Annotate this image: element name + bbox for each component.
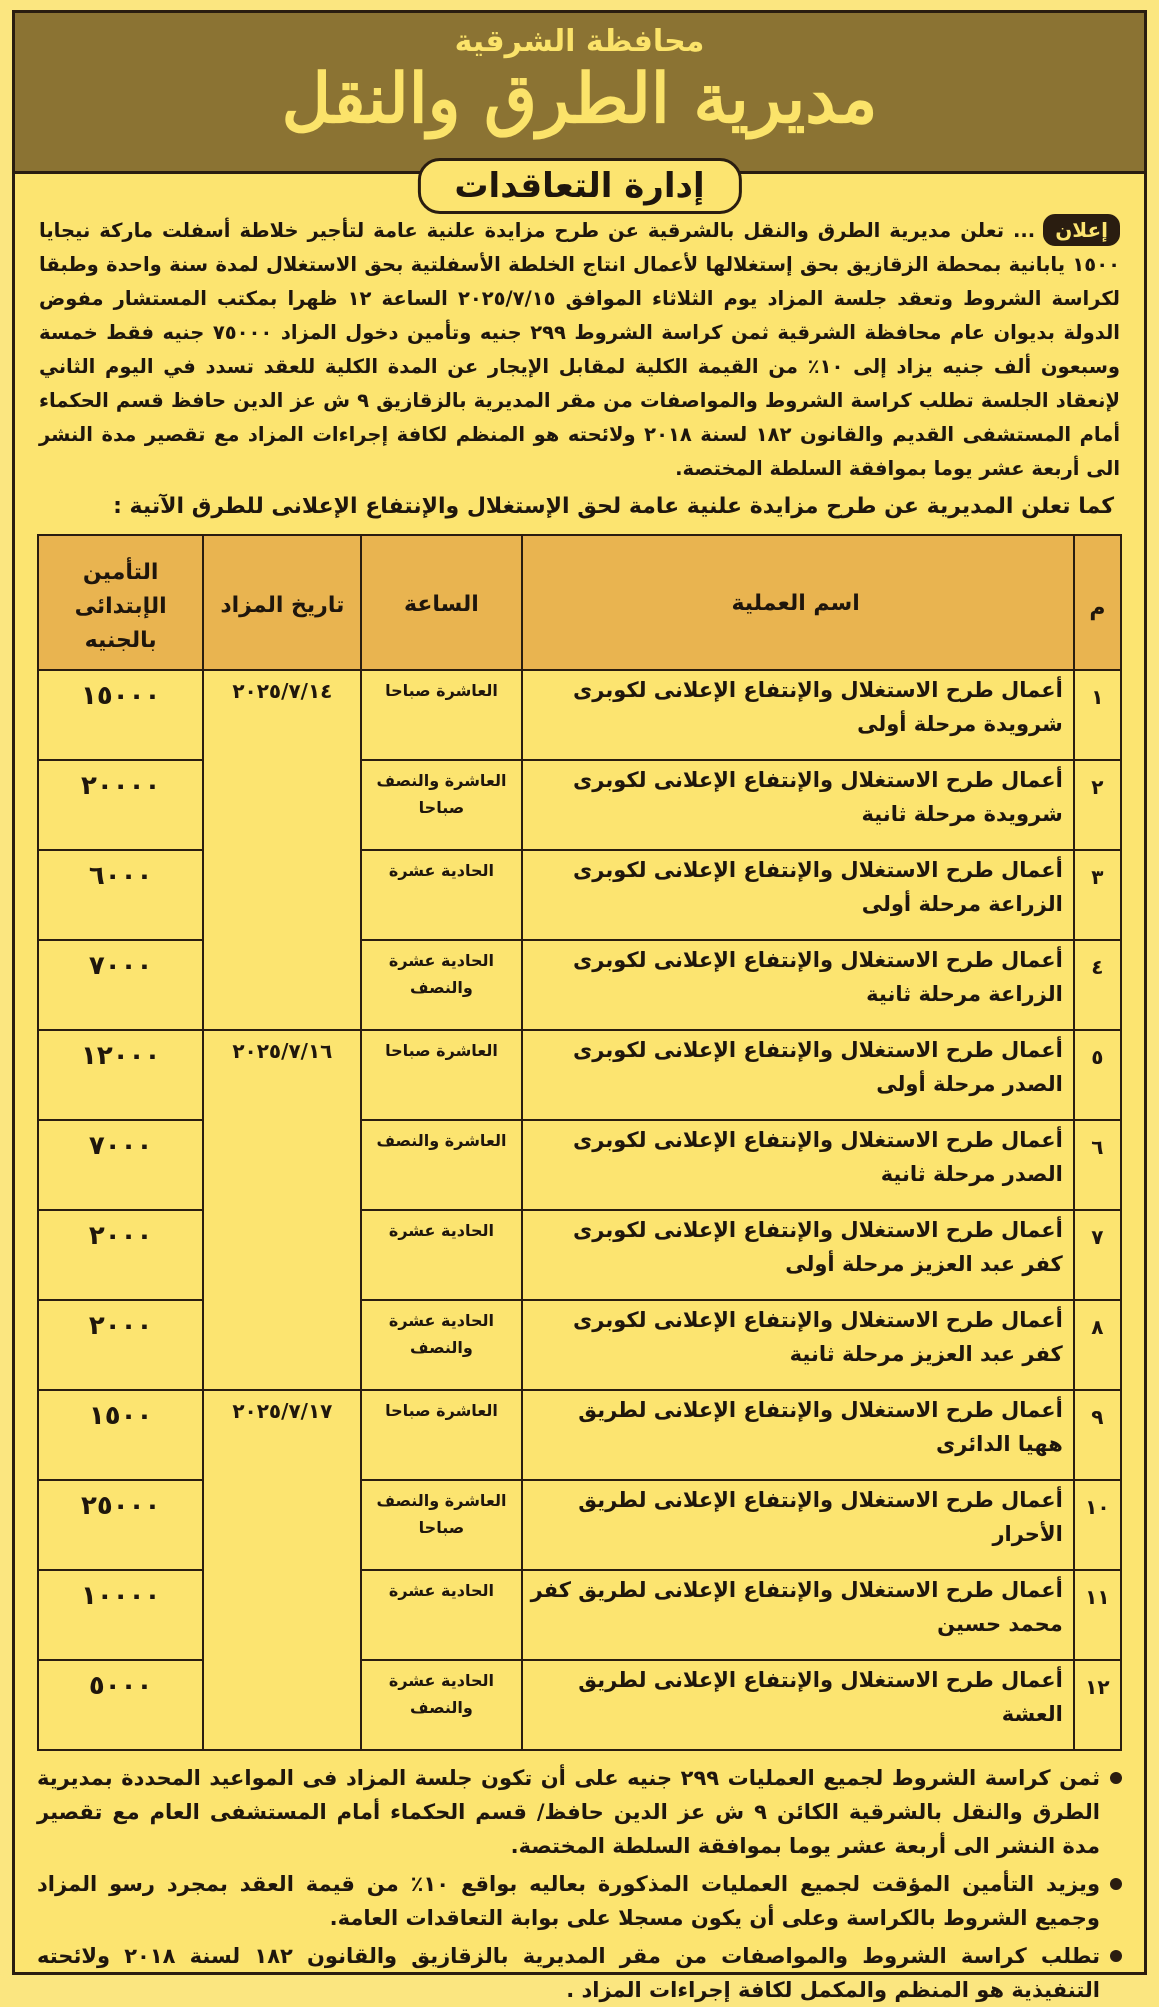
row-time: العاشرة والنصف bbox=[361, 1120, 521, 1210]
table-row bbox=[38, 670, 1121, 760]
table-row bbox=[38, 1120, 1121, 1210]
note-text: ويزيد التأمين المؤقت لجميع العمليات المذكورة بعاليه بواقع ١٠٪ من قيمة العقد بمجرد رسو المزاد وجميع الشروط بالكراسة وعلى أن يكون مسجلا على بوابة التعاقدات العامة. bbox=[37, 1872, 1100, 1930]
row-name: أعمال طرح الاستغلال والإنتفاع الإعلانى لطريق العشة bbox=[522, 1660, 1074, 1750]
operations-table bbox=[37, 534, 1122, 1751]
row-num: ١٢ bbox=[1074, 1660, 1121, 1750]
row-num: ٢ bbox=[1074, 760, 1121, 850]
row-num: ٩ bbox=[1074, 1390, 1121, 1480]
row-date bbox=[203, 940, 361, 1030]
row-date bbox=[203, 1480, 361, 1570]
row-num: ٦ bbox=[1074, 1120, 1121, 1210]
row-insurance: ١٥٠٠ bbox=[38, 1390, 203, 1480]
table-intro: كما تعلن المديرية عن طرح مزايدة علنية عامة لحق الإستغلال والإنتفاع الإعلانى للطرق الآتية : bbox=[113, 494, 1114, 519]
row-num: ٤ bbox=[1074, 940, 1121, 1030]
row-num: ٥ bbox=[1074, 1030, 1121, 1120]
row-insurance: ٦٠٠٠ bbox=[38, 850, 203, 940]
row-num: ٨ bbox=[1074, 1300, 1121, 1390]
notice-label: إعلان bbox=[1043, 214, 1120, 246]
note-text: تطلب كراسة الشروط والمواصفات من مقر المديرية بالزقازيق والقانون ١٨٢ لسنة ٢٠١٨ ولائحته التنفيذية هو المنظم والمكمل لكافة إجراءات المزاد . bbox=[37, 1944, 1100, 2002]
row-insurance: ١٢٠٠٠ bbox=[38, 1030, 203, 1120]
row-name: أعمال طرح الاستغلال والإنتفاع الإعلانى لكوبرى الصدر مرحلة أولى bbox=[522, 1030, 1074, 1120]
row-time: الحادية عشرة والنصف bbox=[361, 1300, 521, 1390]
row-name: أعمال طرح الاستغلال والإنتفاع الإعلانى لطريق ههيا الدائرى bbox=[522, 1390, 1074, 1480]
row-insurance: ١٥٠٠٠ bbox=[38, 670, 203, 760]
row-insurance: ٢٠٠٠٠ bbox=[38, 760, 203, 850]
masthead bbox=[15, 13, 1144, 206]
row-date: ٢٠٢٥/٧/١٦ bbox=[203, 1030, 361, 1120]
row-num: ١ bbox=[1074, 670, 1121, 760]
row-num: ١١ bbox=[1074, 1570, 1121, 1660]
row-name: أعمال طرح الاستغلال والإنتفاع الإعلانى لكوبرى الزراعة مرحلة أولى bbox=[522, 850, 1074, 940]
bullet-icon bbox=[1110, 1772, 1122, 1784]
row-date bbox=[203, 1210, 361, 1300]
department-badge: إدارة التعاقدات bbox=[417, 158, 741, 214]
row-date: ٢٠٢٥/٧/١٤ bbox=[203, 670, 361, 760]
row-insurance: ٢٠٠٠ bbox=[38, 1300, 203, 1390]
notice-body: ... تعلن مديرية الطرق والنقل بالشرقية عن طرح مزايدة علنية عامة لتأجير خلاطة أسفلت ماركة نيجايا ١٥٠٠ يابانية بمحطة الزقازيق بحق إستغلالها لأعمال انتاج الخلطة الأسفلتية بحق الاستغلال لمدة سنة واحدة وطبقا لكراسة الشروط وتعقد جلسة المزاد يوم الثلاثاء الموافق ٢٠٢٥/٧/١٥ الساعة ١٢ ظهرا بمكتب المستشار مفوض الدولة بديوان عام محافظة الشرقية ثمن كراسة الشروط ٢٩٩ جنيه وتأمين دخول المزاد ٧٥٠٠٠ جنيه فقط خمسة وسبعون ألف جنيه يزاد إلى ١٠٪ من القيمة الكلية لمقابل الإيجار عن المدة الكلية للعقد تسدد في اليوم الثاني لإنعقاد الجلسة تطلب كراسة الشروط والمواصفات من مقر المديرية بالزقازيق ٩ ش عز الدين حافظ قسم الحكماء أمام المستشفى القديم والقانون ١٨٢ لسنة ٢٠١٨ ولائحته هو المنظم لكافة إجراءات المزاد مع تقصير مدة النشر الى أربعة عشر يوما بموافقة السلطة المختصة. bbox=[39, 219, 1121, 480]
table-row bbox=[38, 1030, 1121, 1120]
row-date bbox=[203, 850, 361, 940]
row-date bbox=[203, 1660, 361, 1750]
notes-list bbox=[37, 1761, 1122, 2007]
table-row bbox=[38, 940, 1121, 1030]
table-row bbox=[38, 1390, 1121, 1480]
row-insurance: ٢٥٠٠٠ bbox=[38, 1480, 203, 1570]
row-name: أعمال طرح الاستغلال والإنتفاع الإعلانى لطريق الأحرار bbox=[522, 1480, 1074, 1570]
row-time: الحادية عشرة والنصف bbox=[361, 940, 521, 1030]
row-name: أعمال طرح الاستغلال والإنتفاع الإعلانى لكوبرى الصدر مرحلة ثانية bbox=[522, 1120, 1074, 1210]
row-date bbox=[203, 1120, 361, 1210]
row-time: الحادية عشرة bbox=[361, 1570, 521, 1660]
directorate-title: مديرية الطرق والنقل bbox=[281, 59, 878, 139]
row-date bbox=[203, 1300, 361, 1390]
row-insurance: ١٠٠٠٠ bbox=[38, 1570, 203, 1660]
row-date bbox=[203, 760, 361, 850]
row-date: ٢٠٢٥/٧/١٧ bbox=[203, 1390, 361, 1480]
bullet-icon bbox=[1110, 1878, 1122, 1890]
table-row bbox=[38, 1210, 1121, 1300]
row-num: ٧ bbox=[1074, 1210, 1121, 1300]
row-time: العاشرة والنصف صباحا bbox=[361, 760, 521, 850]
note-text: ثمن كراسة الشروط لجميع العمليات ٢٩٩ جنيه على أن تكون جلسة المزاد فى المواعيد المحددة بمديرية الطرق والنقل بالشرقية الكائن ٩ ش عز الدين حافظ/ قسم الحكماء أمام المستشفى العام مع تقصير مدة النشر الى أربعة عشر يوما بموافقة السلطة المختصة. bbox=[37, 1766, 1100, 1858]
row-time: العاشرة صباحا bbox=[361, 1390, 521, 1480]
header-name: اسم العملية bbox=[522, 535, 1074, 670]
row-insurance: ٧٠٠٠ bbox=[38, 1120, 203, 1210]
row-time: العاشرة صباحا bbox=[361, 670, 521, 760]
row-insurance: ٢٠٠٠ bbox=[38, 1210, 203, 1300]
ad-page bbox=[12, 10, 1147, 2002]
row-name: أعمال طرح الاستغلال والإنتفاع الإعلانى لكوبرى كفر عبد العزيز مرحلة ثانية bbox=[522, 1300, 1074, 1390]
table-row bbox=[38, 1300, 1121, 1390]
row-time: العاشرة صباحا bbox=[361, 1030, 521, 1120]
row-insurance: ٥٠٠٠ bbox=[38, 1660, 203, 1750]
note-item bbox=[37, 1761, 1122, 1863]
row-time: العاشرة والنصف صباحا bbox=[361, 1480, 521, 1570]
row-time: الحادية عشرة والنصف bbox=[361, 1660, 521, 1750]
governorate-title: محافظة الشرقية bbox=[454, 24, 705, 59]
header-time: الساعة bbox=[361, 535, 521, 670]
table-row bbox=[38, 1570, 1121, 1660]
row-time: الحادية عشرة bbox=[361, 850, 521, 940]
row-name: أعمال طرح الاستغلال والإنتفاع الإعلانى لطريق كفر محمد حسين bbox=[522, 1570, 1074, 1660]
header-date: تاريخ المزاد bbox=[203, 535, 361, 670]
note-item bbox=[37, 1939, 1122, 2007]
row-num: ٣ bbox=[1074, 850, 1121, 940]
row-date bbox=[203, 1570, 361, 1660]
table-row bbox=[38, 1480, 1121, 1570]
header-insurance: التأمين الإبتدائى بالجنيه bbox=[38, 535, 203, 670]
notice-paragraph bbox=[15, 214, 1144, 486]
row-name: أعمال طرح الاستغلال والإنتفاع الإعلانى لكوبرى شرويدة مرحلة أولى bbox=[522, 670, 1074, 760]
bullet-icon bbox=[1110, 1950, 1122, 1962]
note-item bbox=[37, 1867, 1122, 1935]
table-row bbox=[38, 760, 1121, 850]
row-insurance: ٧٠٠٠ bbox=[38, 940, 203, 1030]
row-num: ١٠ bbox=[1074, 1480, 1121, 1570]
table-row bbox=[38, 850, 1121, 940]
table-row bbox=[38, 1660, 1121, 1750]
header-num: م bbox=[1074, 535, 1121, 670]
row-name: أعمال طرح الاستغلال والإنتفاع الإعلانى لكوبرى الزراعة مرحلة ثانية bbox=[522, 940, 1074, 1030]
row-time: الحادية عشرة bbox=[361, 1210, 521, 1300]
table-header-row bbox=[38, 535, 1121, 670]
row-name: أعمال طرح الاستغلال والإنتفاع الإعلانى لكوبرى شرويدة مرحلة ثانية bbox=[522, 760, 1074, 850]
row-name: أعمال طرح الاستغلال والإنتفاع الإعلانى لكوبرى كفر عبد العزيز مرحلة أولى bbox=[522, 1210, 1074, 1300]
